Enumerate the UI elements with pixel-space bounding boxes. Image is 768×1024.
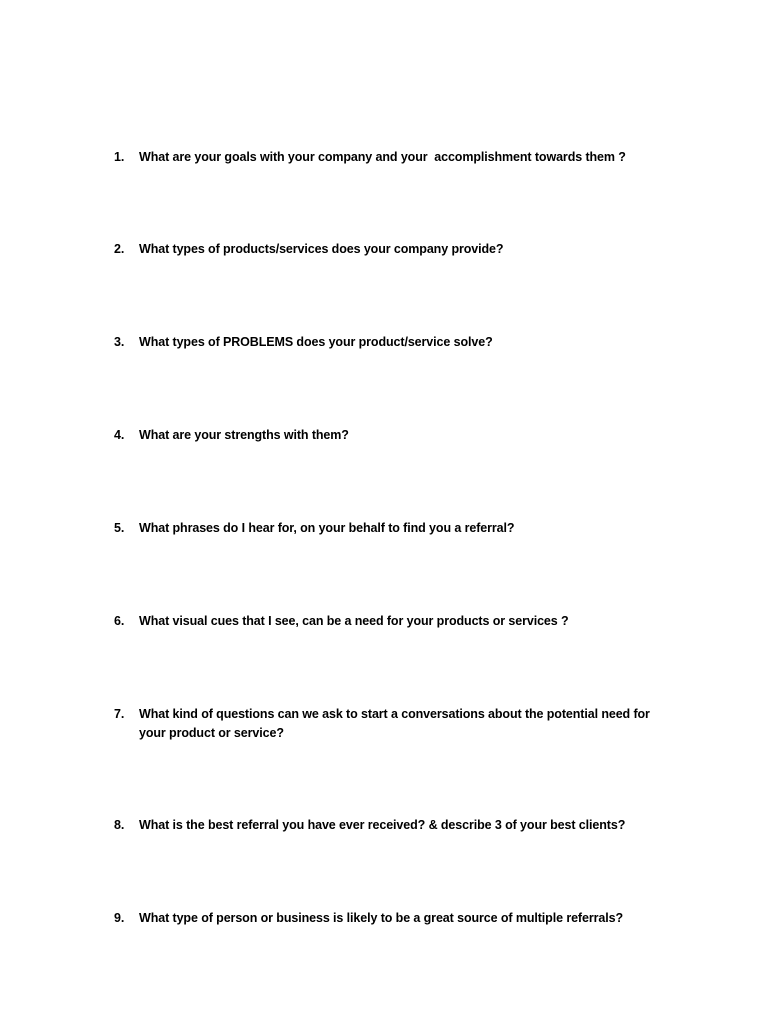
- question-number: 8.: [114, 818, 125, 832]
- question-number: 3.: [114, 335, 125, 349]
- question-item: [114, 333, 674, 352]
- question-text: What are your goals with your company and your accomplishment towards them ?: [139, 150, 626, 164]
- question-number: 9.: [114, 911, 125, 925]
- question-number: 7.: [114, 707, 125, 721]
- question-text: What types of products/services does your company provide?: [139, 242, 504, 256]
- question-item: [114, 148, 674, 167]
- question-number: 2.: [114, 242, 125, 256]
- question-number: 6.: [114, 614, 125, 628]
- question-text: What kind of questions can we ask to start a conversations about the potential need for your product or service?: [139, 707, 654, 740]
- question-item: [114, 519, 674, 538]
- question-number: 4.: [114, 428, 125, 442]
- question-item: [114, 426, 674, 445]
- question-text: What visual cues that I see, can be a need for your products or services ?: [139, 614, 569, 628]
- question-item: [114, 612, 674, 631]
- question-number: 1.: [114, 150, 125, 164]
- question-item: [114, 705, 674, 743]
- question-text: What type of person or business is likely to be a great source of multiple referrals?: [139, 911, 623, 925]
- question-item: [114, 240, 674, 259]
- question-text: What is the best referral you have ever received? & describe 3 of your best clients?: [139, 818, 626, 832]
- question-text: What are your strengths with them?: [139, 428, 349, 442]
- question-number: 5.: [114, 521, 125, 535]
- question-item: [114, 816, 674, 835]
- question-text: What phrases do I hear for, on your behalf to find you a referral?: [139, 521, 515, 535]
- question-item: [114, 909, 674, 928]
- question-text: What types of PROBLEMS does your product/service solve?: [139, 335, 493, 349]
